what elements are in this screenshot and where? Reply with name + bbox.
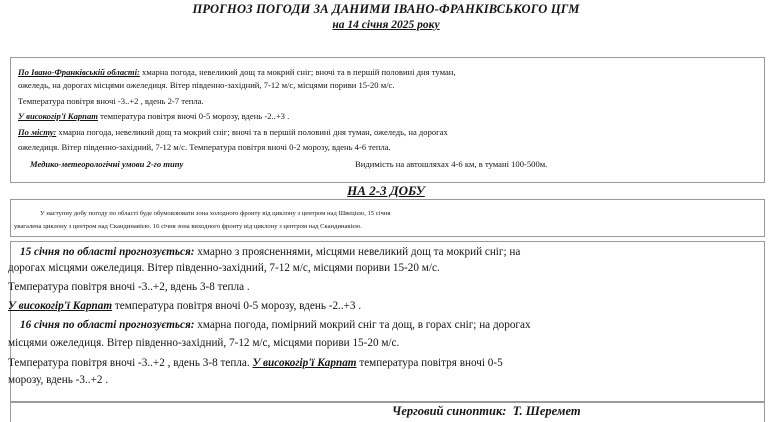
day15-temperature: Температура повітря вночі -3..+2, вдень 3-8 тепла .	[8, 281, 250, 293]
day16-temperature: Температура повітря вночі -3..+2 , вдень 3-8 тепла.	[8, 357, 250, 369]
day16-label: 16 січня по області прогнозується:	[20, 319, 195, 331]
conditions-line	[30, 158, 183, 170]
day16-mountains-label: У високогір'ї Карпат	[252, 357, 357, 369]
day16-text-1: хмарна погода, помірний мокрий сніг та дощ, в горах сніг; на дорогах	[197, 319, 531, 331]
region-temperature: Температура повітря вночі -3..+2 , вдень 2-7 тепла.	[18, 96, 204, 106]
day15-text-1: хмарно з проясненнями, місцями невеликий дощ та мокрий сніг; на	[197, 246, 521, 258]
day16-temperature-line	[8, 356, 503, 370]
region-text-1: хмарна погода, невеликий дощ та мокрий сніг; вночі та в першій половині дня туман,	[142, 67, 456, 77]
mountains-line	[18, 110, 289, 122]
day16-line-1	[20, 318, 531, 332]
signature-box	[10, 401, 765, 422]
forecast-title: ПРОГНОЗ ПОГОДИ ЗА ДАНИМИ ІВАНО-ФРАНКІВСЬКОГО ЦГМ	[192, 2, 580, 16]
city-text-1: хмарна погода, невеликий дощ та мокрий сніг; вночі та в першій половині дня туман, ожеледь, на дорогах	[58, 127, 448, 137]
medical-conditions: Медико-метеорологічні умови 2-го типу	[30, 159, 184, 169]
mountains-label: У високогір'ї Карпат	[18, 111, 98, 121]
forecaster-name: Т. Шеремет	[512, 404, 581, 418]
forecast-2-3-days-heading: НА 2-3 ДОБУ	[347, 183, 425, 198]
city-line-1	[18, 126, 448, 138]
day15-mountains-text: температура повітря вночі 0-5 морозу, вдень -2..+3 .	[114, 300, 362, 312]
day15-text-2: дорогах місцями ожеледиця. Вітер південно-західний, 7-12 м/с, місцями пориви 15-20 м/с.	[8, 262, 440, 274]
day16-mountains-text-2: морозу, вдень -3..+2 .	[8, 374, 109, 386]
forecast-date: на 14 січня 2025 року	[332, 19, 440, 31]
forecaster-label: Черговий синоптик:	[392, 404, 507, 418]
day16-mountains-text: температура повітря вночі 0-5	[359, 357, 503, 369]
day15-mountains-line	[8, 299, 361, 313]
city-text-2: ожеледиця. Вітер південно-західний, 7-12 м/с. Температура повітря вночі 0-2 морозу, вдень 4-6 тепла.	[18, 142, 391, 152]
day16-text-2: місцями ожеледиця. Вітер південно-західний, 7-12 м/с, місцями пориви 15-20 м/с.	[8, 337, 400, 349]
mountains-text: температура повітря вночі 0-5 морозу, вдень -2..+3 .	[100, 111, 290, 121]
synoptic-box	[10, 199, 765, 237]
forecaster-signature	[392, 404, 581, 419]
city-label: По місту:	[18, 127, 57, 137]
region-line-1	[18, 66, 456, 78]
day15-mountains-label: У високогір'ї Карпат	[8, 300, 113, 312]
region-label: По Івано-Франківській області:	[18, 67, 140, 77]
day15-label: 15 січня по області прогнозується:	[20, 246, 195, 258]
region-text-2: ожеледь, на дорогах місцями ожеледиця. Вітер південно-західний, 7-12 м/с, місцями пориви 15-20 м/с.	[18, 80, 395, 90]
day15-line-1	[20, 245, 520, 259]
visibility: Видимість на автошляхах 4-6 км, в тумані 100-500м.	[355, 159, 548, 169]
synoptic-line-2: увагалена циклону з центром над Скандинавією. 16 січня зона виходного фронту від циклону з центром над Скандинавією.	[14, 223, 362, 230]
synoptic-line-1: У наступну добу погоду по області буде обумовлювати зона холодного фронту від циклону з центром над Швецією, 15 січня	[40, 210, 391, 217]
